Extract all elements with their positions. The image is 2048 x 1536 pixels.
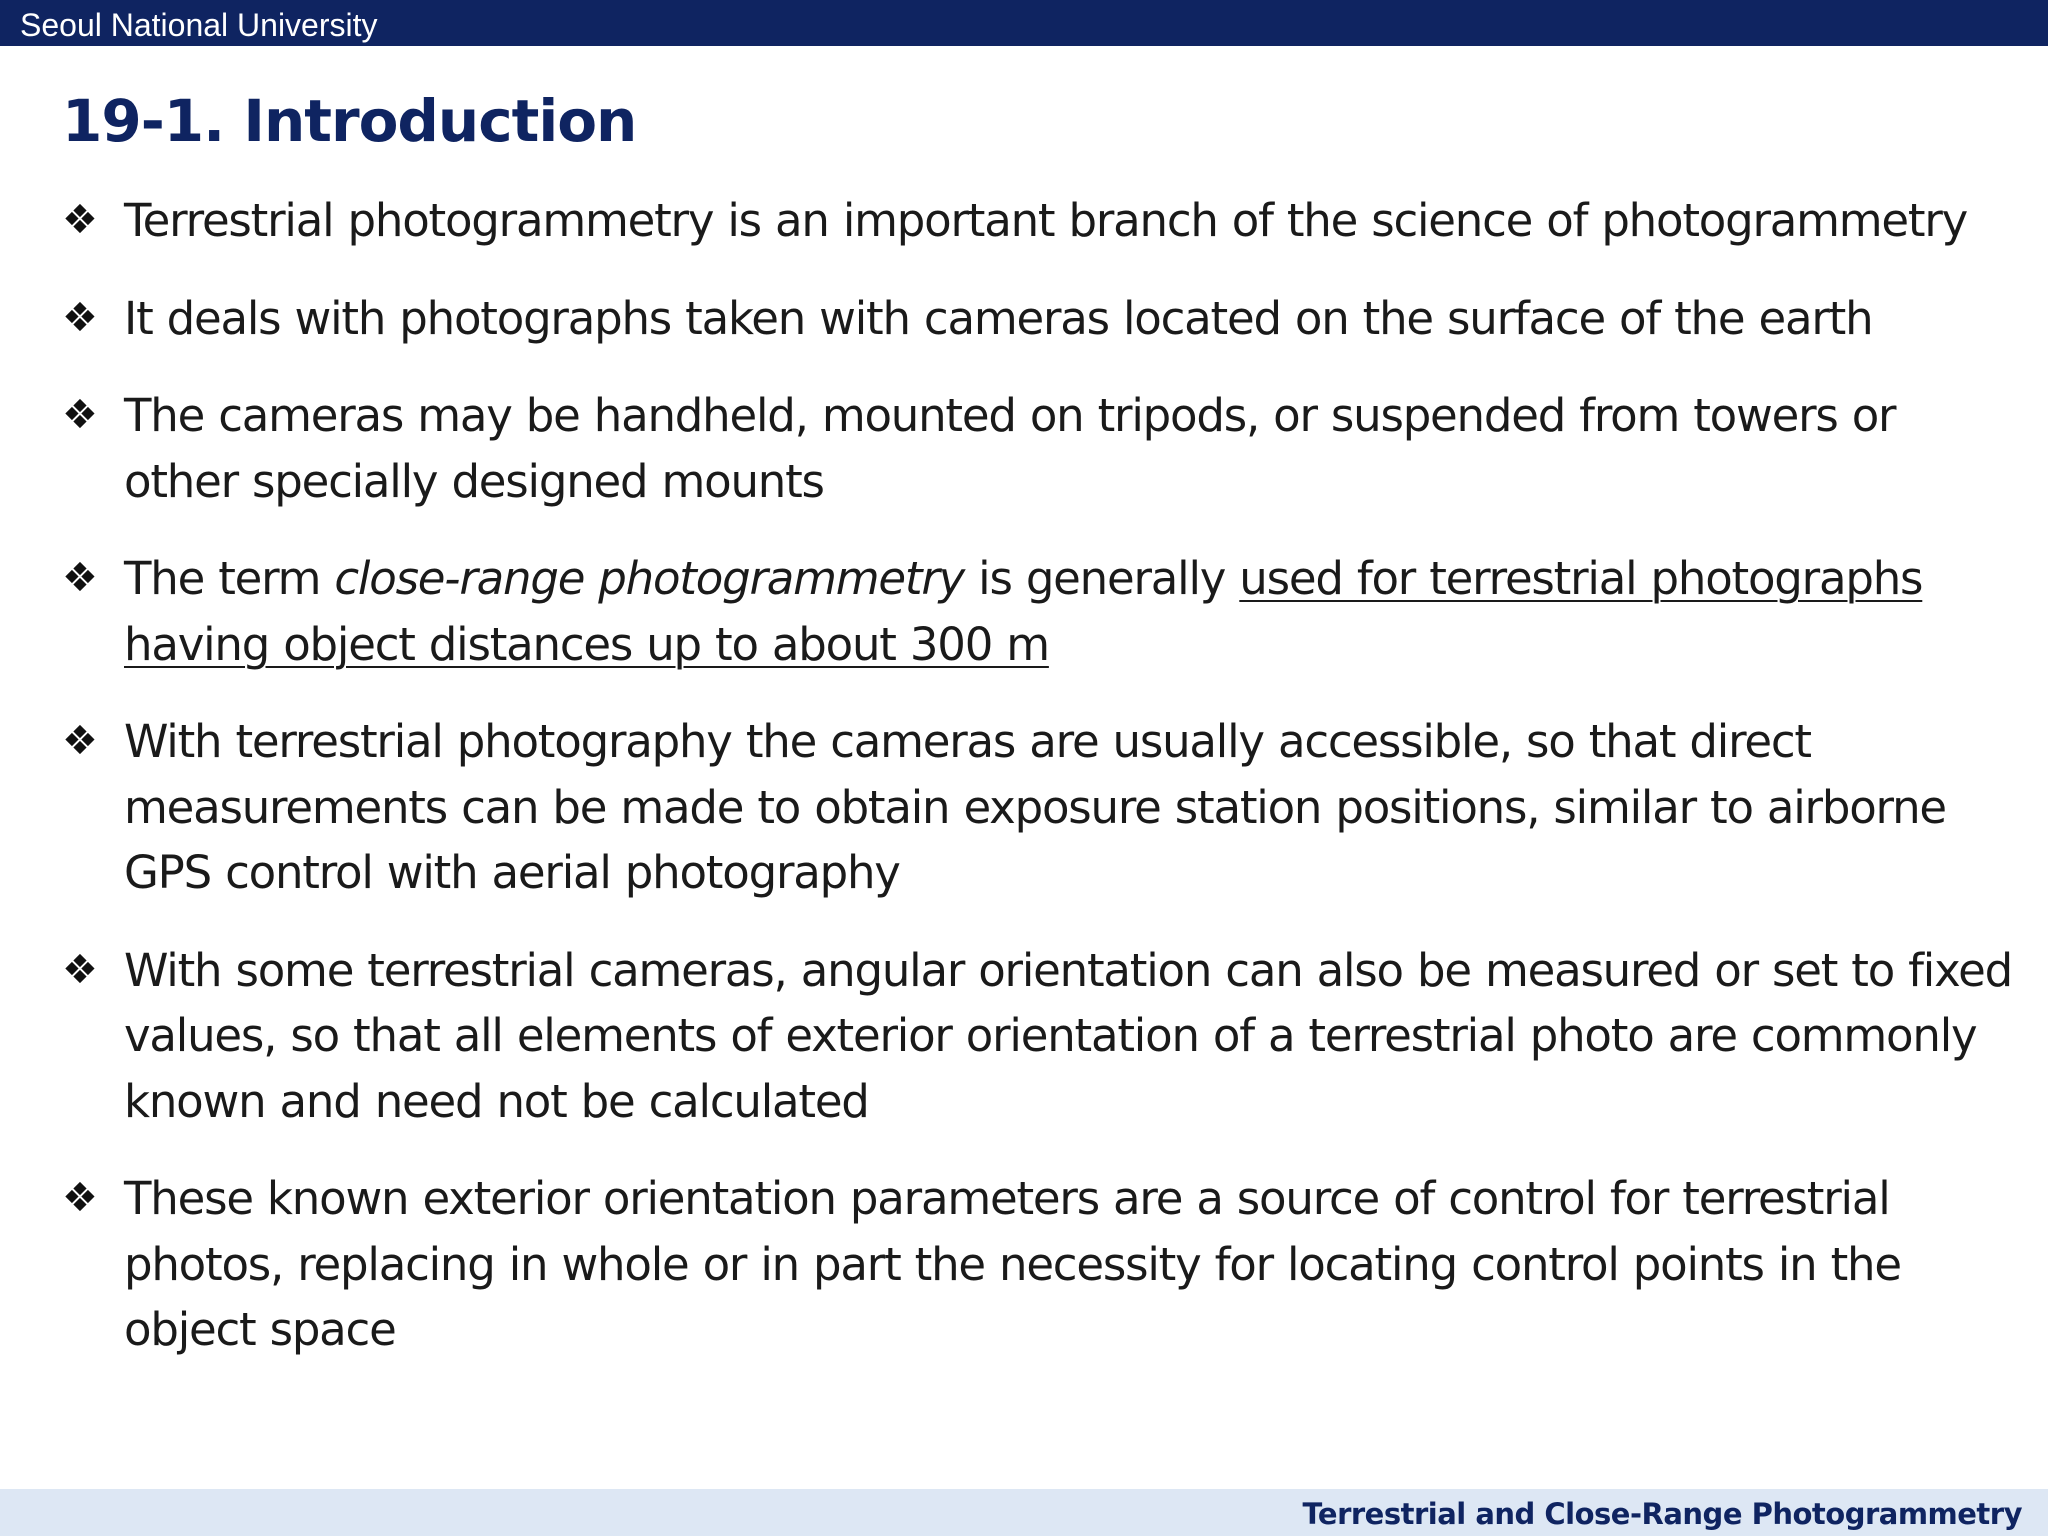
bullet-item-control-source — [62, 1166, 2022, 1363]
bullet-item-accessible-cameras — [62, 709, 2022, 906]
italic-term: close-range photogrammetry — [334, 552, 965, 605]
underlined-definition: used for terrestrial photographs having object distances up to about 300 m — [124, 552, 1923, 671]
diamond-bullet-icon: ❖ — [62, 718, 98, 764]
bullet-list — [62, 188, 2022, 1395]
bullet-text: With terrestrial photography the cameras are usually accessible, so that direct measurements can be made to obtain exposure station positions, similar to airborne GPS control with aerial photography — [124, 715, 1946, 899]
bullet-item-close-range-definition — [62, 546, 2022, 677]
bullet-item-surface-cameras — [62, 286, 2022, 352]
diamond-bullet-icon: ❖ — [62, 392, 98, 438]
bullet-item-terrestrial-branch — [62, 188, 2022, 254]
bullet-text: It deals with photographs taken with cameras located on the surface of the earth — [124, 291, 1873, 345]
footer-bar — [0, 1489, 2048, 1536]
diamond-bullet-icon: ❖ — [62, 1175, 98, 1221]
bullet-item-camera-mounts — [62, 383, 2022, 514]
diamond-bullet-icon: ❖ — [62, 555, 98, 601]
bullet-text: With some terrestrial cameras, angular orientation can also be measured or set to fixed values, so that all elements of exterior orientation of a terrestrial photo are commonly known and need not be calculated — [124, 943, 2013, 1128]
bullet-text: The cameras may be handheld, mounted on tripods, or suspended from towers or other specially designed mounts — [124, 389, 1896, 508]
bullet-text: Terrestrial photogrammetry is an important branch of the science of photogrammetry — [124, 194, 1968, 247]
slide-title: 19-1. Introduction — [62, 87, 637, 155]
course-title: Terrestrial and Close-Range Photogrammetry — [1302, 1497, 2022, 1531]
bullet-item-angular-orientation — [62, 938, 2022, 1135]
bullet-text-prefix: The term — [124, 552, 335, 605]
header-bar — [0, 0, 2048, 46]
diamond-bullet-icon: ❖ — [62, 946, 98, 993]
bullet-text-middle: is generally — [964, 552, 1240, 605]
diamond-bullet-icon: ❖ — [62, 197, 98, 243]
diamond-bullet-icon: ❖ — [62, 294, 98, 341]
bullet-text: These known exterior orientation parameters are a source of control for terrestrial photos, replacing in whole or in part the necessity for locating control points in the object space — [124, 1172, 1901, 1356]
organization-name: Seoul National University — [20, 7, 378, 43]
